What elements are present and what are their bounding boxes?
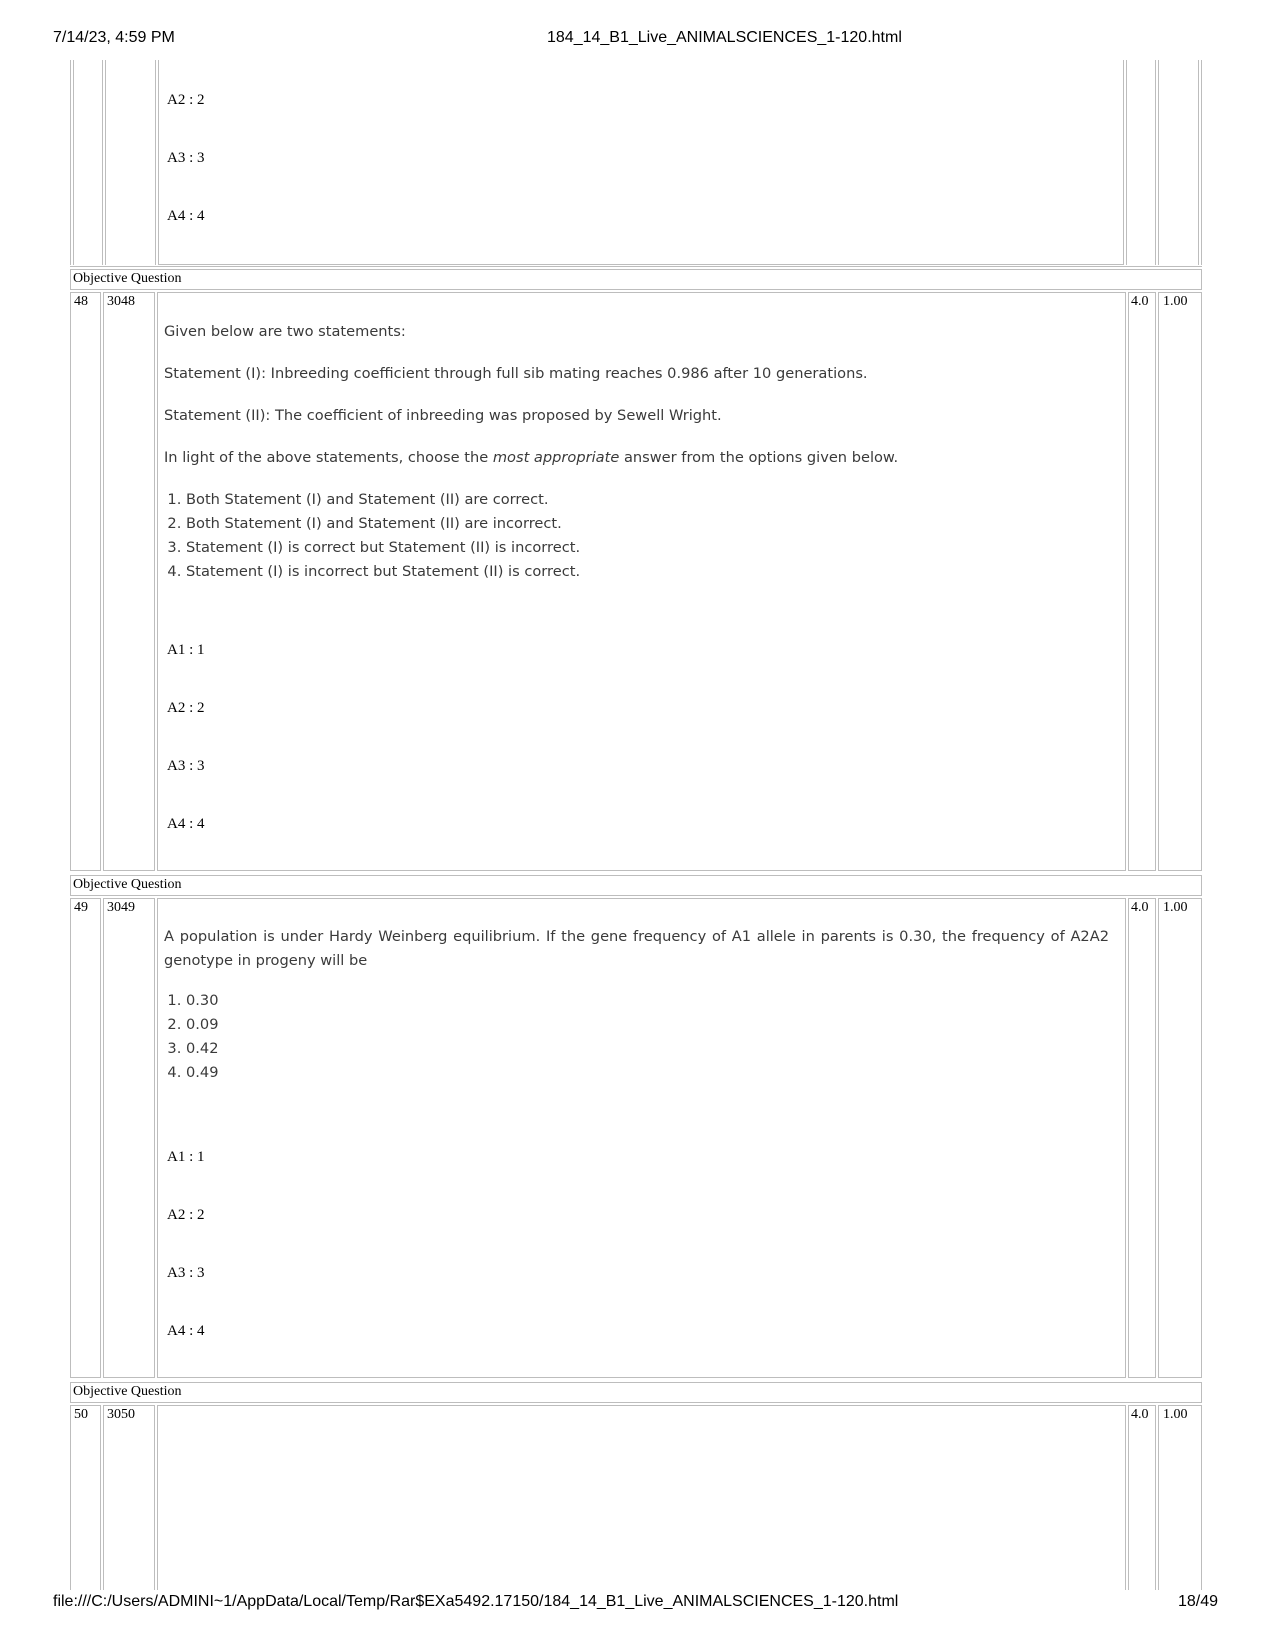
answer-option: A4 : 4	[167, 1323, 205, 1339]
question-instruction: In light of the above statements, choose the most appropriate answer from the options given below.	[164, 449, 899, 466]
print-page-number: 18/49	[1177, 1593, 1218, 1610]
option-item: 1. 0.30	[186, 989, 1109, 1013]
marks-cell	[1128, 292, 1156, 871]
marks-value: 4.0	[1131, 294, 1149, 309]
question-text	[164, 320, 1104, 584]
answer-option: A2 : 2	[167, 1207, 205, 1223]
serial-number: 50	[74, 1407, 88, 1422]
answer-option: A1 : 1	[167, 1149, 205, 1165]
question-id: 3049	[107, 900, 135, 915]
question-id-cell	[103, 898, 155, 1378]
question-paragraph: Given below are two statements:	[164, 323, 406, 340]
negative-marks-value: 1.00	[1163, 900, 1188, 915]
serial-number: 49	[74, 900, 88, 915]
section-label: Objective Question	[73, 877, 182, 892]
question-id-cell	[103, 1405, 155, 1590]
answer-option: A3 : 3	[167, 1265, 205, 1281]
negative-marks-cell	[1158, 292, 1202, 871]
question-paragraph: Statement (I): Inbreeding coefficient through full sib mating reaches 0.986 after 10 generations.	[164, 365, 868, 382]
option-item: 2. 0.09	[186, 1013, 1109, 1037]
serial-number-cell	[70, 898, 101, 1378]
negative-marks-value: 1.00	[1163, 294, 1188, 309]
negative-marks-cell	[1158, 1405, 1202, 1590]
option-item: 4. Statement (I) is incorrect but Statement (II) is correct.	[186, 560, 1104, 584]
question-id: 3048	[107, 294, 135, 309]
section-header-row	[70, 875, 1202, 896]
print-datetime: 7/14/23, 4:59 PM	[53, 29, 175, 46]
option-item: 2. Both Statement (I) and Statement (II) are incorrect.	[186, 512, 1104, 536]
answer-option: A4 : 4	[167, 816, 205, 832]
question-paragraph: Statement (II): The coefficient of inbreeding was proposed by Sewell Wright.	[164, 407, 722, 424]
negative-marks-value: 1.00	[1163, 1407, 1188, 1422]
option-item: 3. 0.42	[186, 1037, 1109, 1061]
option-list	[164, 488, 1104, 584]
option-item: 1. Both Statement (I) and Statement (II) are correct.	[186, 488, 1104, 512]
answer-option: A2 : 2	[167, 92, 205, 108]
answer-option: A3 : 3	[167, 150, 205, 166]
section-label: Objective Question	[73, 1384, 182, 1399]
question-body-cell	[157, 1405, 1126, 1590]
marks-cell	[1128, 1405, 1156, 1590]
marks-cell	[1128, 898, 1156, 1378]
section-label: Objective Question	[73, 271, 182, 286]
option-item: 3. Statement (I) is correct but Statement (II) is incorrect.	[186, 536, 1104, 560]
question-id-cell	[103, 292, 155, 871]
marks-value: 4.0	[1131, 1407, 1149, 1422]
serial-number: 48	[74, 294, 88, 309]
question-text	[164, 925, 1109, 1085]
section-header-row	[70, 1382, 1202, 1403]
print-title: 184_14_B1_Live_ANIMALSCIENCES_1-120.html	[547, 29, 902, 46]
negative-marks-cell	[1158, 898, 1202, 1378]
marks-value: 4.0	[1131, 900, 1149, 915]
answer-option: A4 : 4	[167, 208, 205, 224]
serial-number-cell	[70, 292, 101, 871]
question-id: 3050	[107, 1407, 135, 1422]
option-item: 4. 0.49	[186, 1061, 1109, 1085]
answer-option: A3 : 3	[167, 758, 205, 774]
answer-option: A2 : 2	[167, 700, 205, 716]
print-file-path: file:///C:/Users/ADMINI~1/AppData/Local/Temp/Rar$EXa5492.17150/184_14_B1_Live_ANIMALSCIENCES_1-120.html	[53, 1593, 899, 1610]
option-list	[164, 989, 1109, 1085]
serial-number-cell	[70, 1405, 101, 1590]
section-header-row	[70, 269, 1202, 290]
answer-option: A1 : 1	[167, 642, 205, 658]
question-paragraph: A population is under Hardy Weinberg equilibrium. If the gene frequency of A1 allele in parents is 0.30, the frequency of A2A2 genotype in progeny will be	[164, 928, 1109, 969]
